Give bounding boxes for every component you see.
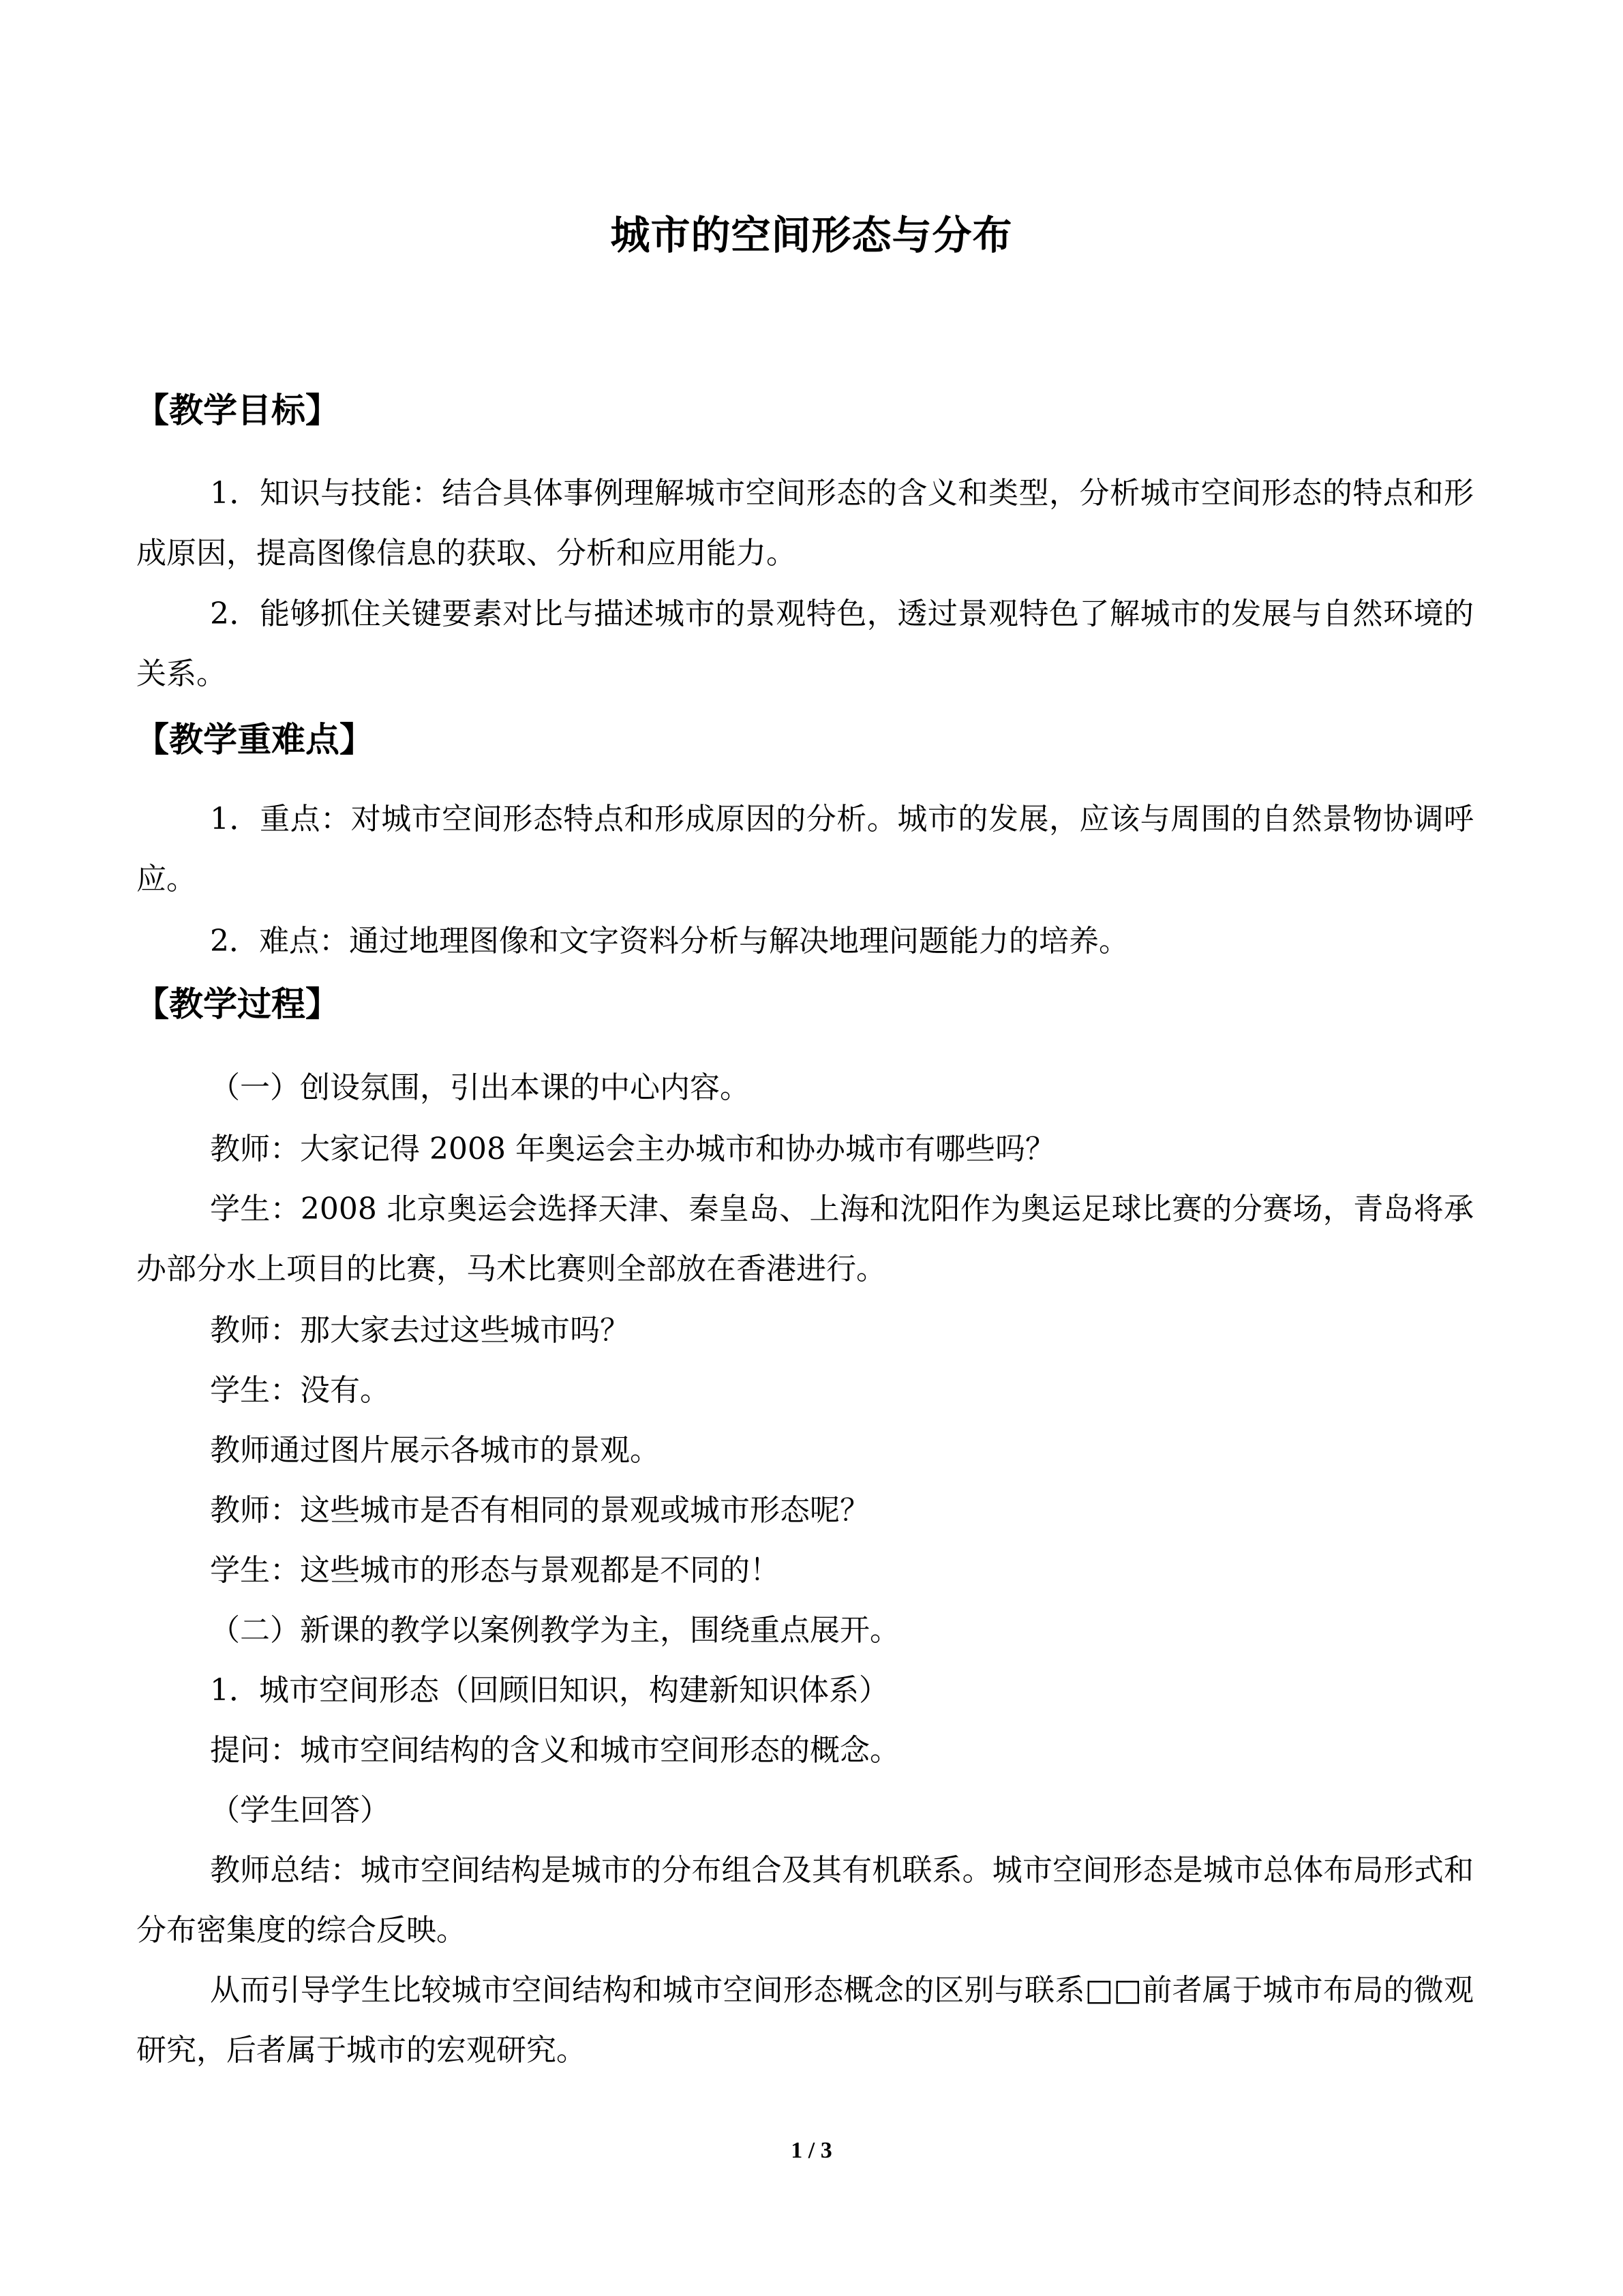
paragraph: 从而引导学生比较城市空间结构和城市空间形态概念的区别与联系□□前者属于城市布局的微观研究，后者属于城市的宏观研究。 — [136, 1973, 1474, 2068]
paragraph: 学生：这些城市的形态与景观都是不同的！ — [210, 1553, 780, 1588]
paragraph: 学生：2008 北京奥运会选择天津、秦皇岛、上海和沈阳作为奥运足球比赛的分赛场，青岛将承办部分水上项目的比赛，马术比赛则全部放在香港进行。 — [136, 1192, 1474, 1286]
paragraph: 1．重点：对城市空间形态特点和形成原因的分析。城市的发展，应该与周围的自然景物协调呼应。 — [136, 802, 1474, 896]
document-title: 城市的空间形态与分布 — [610, 212, 1013, 258]
paragraph: （一）创设氛围，引出本课的中心内容。 — [210, 1070, 750, 1105]
paragraph: 教师：那大家去过这些城市吗？ — [210, 1313, 630, 1348]
paragraph: 教师总结：城市空间结构是城市的分布组合及其有机联系。城市空间形态是城市总体布局形式和分布密集度的综合反映。 — [136, 1853, 1474, 1948]
section-heading-key-points: 【教学重难点】 — [135, 720, 374, 759]
paragraph: 教师通过图片展示各城市的景观。 — [210, 1433, 660, 1468]
paragraph: 教师：这些城市是否有相同的景观或城市形态呢？ — [210, 1493, 870, 1528]
paragraph: 1．城市空间形态（回顾旧知识，构建新知识体系） — [210, 1673, 889, 1708]
paragraph: 2．能够抓住关键要素对比与描述城市的景观特色，透过景观特色了解城市的发展与自然环境的关系。 — [136, 596, 1474, 691]
section-heading-process: 【教学过程】 — [135, 984, 339, 1024]
paragraph: （二）新课的教学以案例教学为主，围绕重点展开。 — [210, 1613, 900, 1648]
paragraph: 2．难点：通过地理图像和文字资料分析与解决地理问题能力的培养。 — [210, 924, 1129, 958]
paragraph: （学生回答） — [210, 1793, 390, 1828]
paragraph: 1．知识与技能：结合具体事例理解城市空间形态的含义和类型，分析城市空间形态的特点和形成原因，提高图像信息的获取、分析和应用能力。 — [136, 476, 1474, 571]
paragraph: 教师：大家记得 2008 年奥运会主办城市和协办城市有哪些吗？ — [210, 1132, 1055, 1166]
paragraph: 提问：城市空间结构的含义和城市空间形态的概念。 — [210, 1733, 900, 1768]
page-number: 1 / 3 — [791, 2138, 832, 2163]
paragraph: 学生：没有。 — [210, 1373, 390, 1408]
section-heading-objectives: 【教学目标】 — [135, 391, 339, 430]
